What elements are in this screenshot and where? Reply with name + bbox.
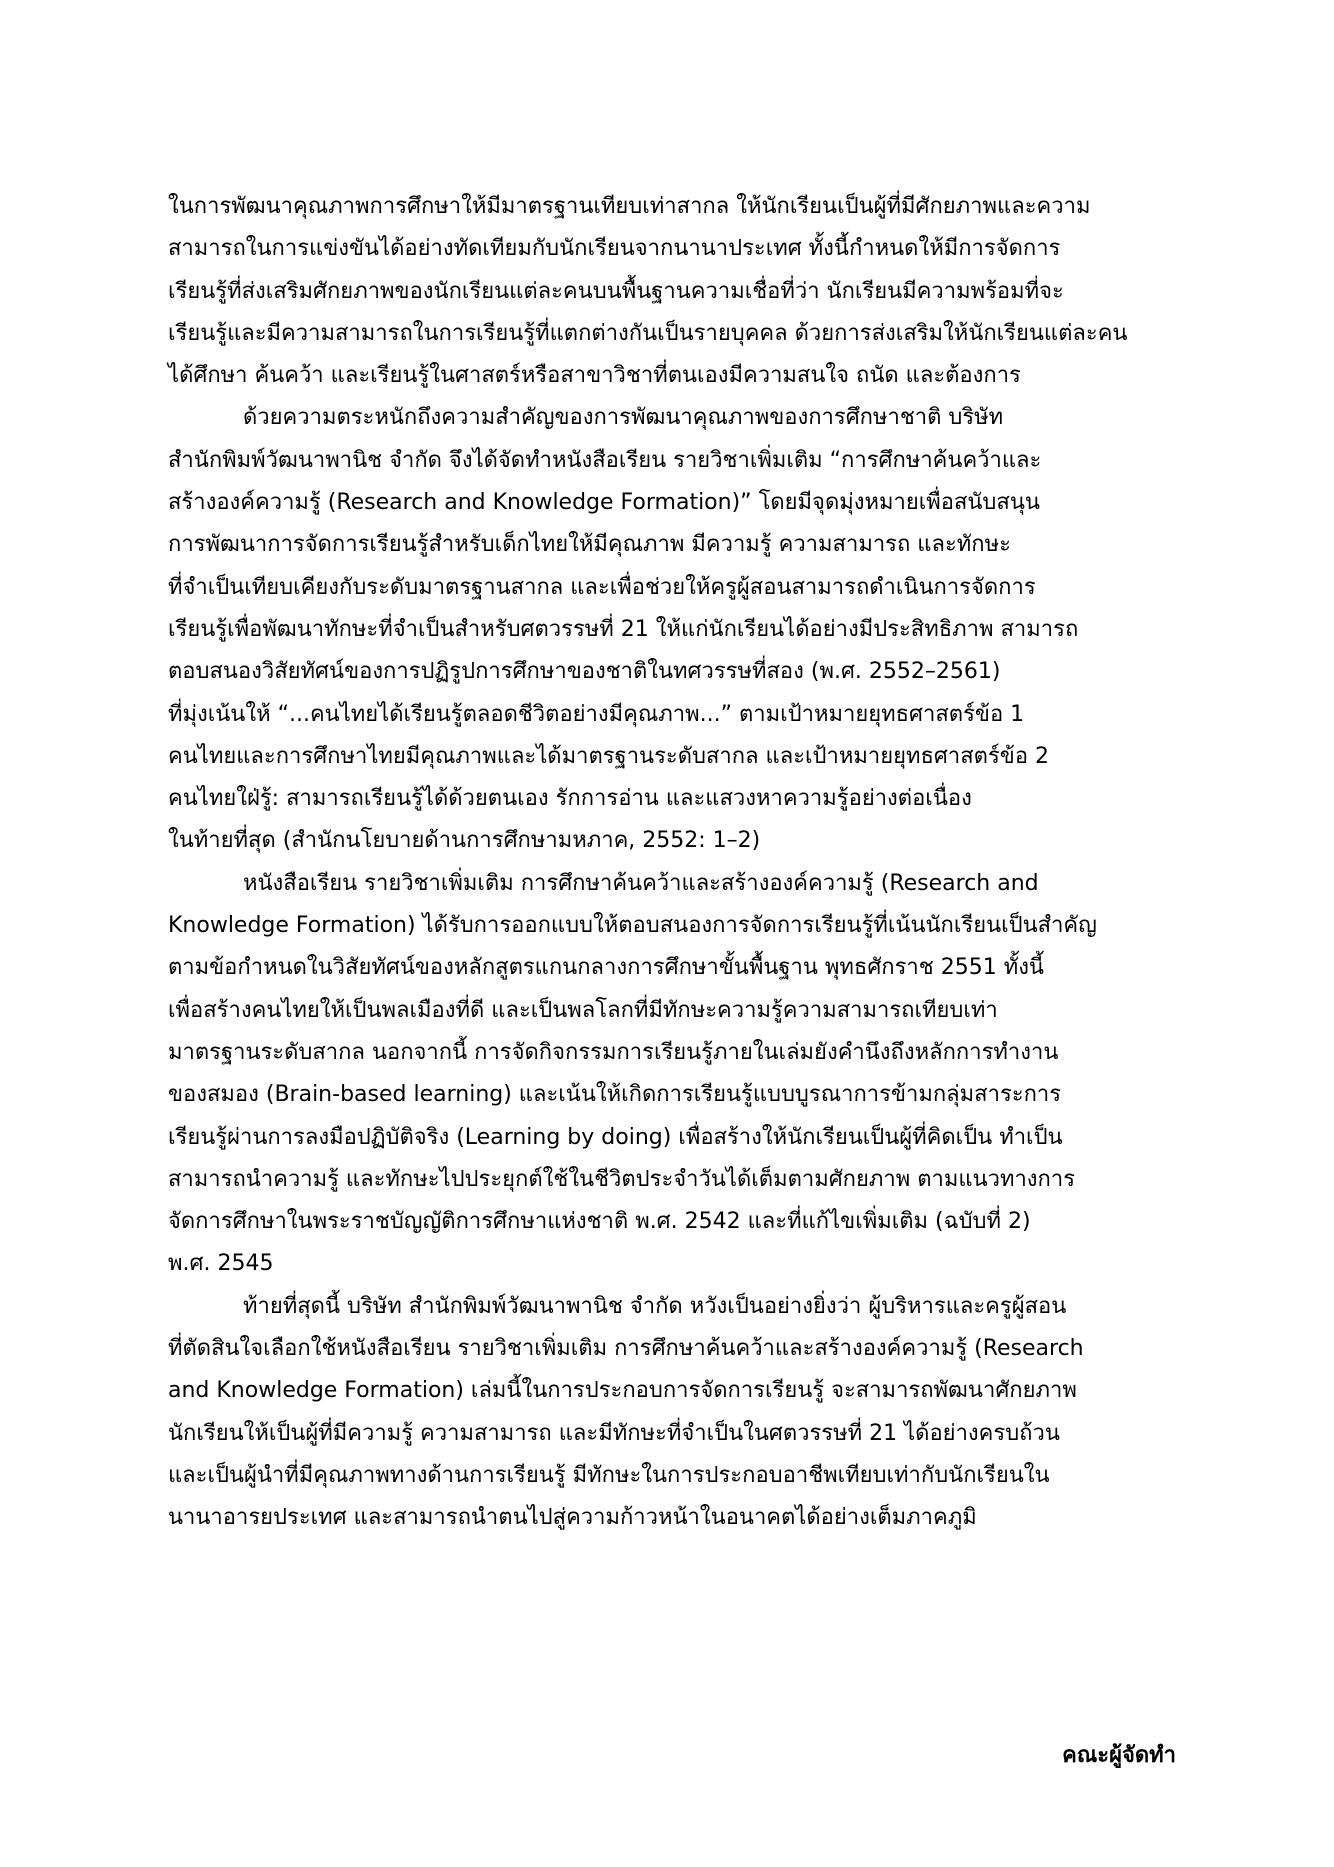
text-line: ในการพัฒนาคุณภาพการศึกษาให้มีมาตรฐานเทียบเท่าสากล ให้นักเรียนเป็นผู้ที่มีศักยภาพและความ — [168, 194, 1091, 219]
text-line: ได้ศึกษา ค้นคว้า และเรียนรู้ในศาสตร์หรือสาขาวิชาที่ตนเองมีความสนใจ ถนัด และต้องการ — [168, 363, 1021, 389]
text-line: พ.ศ. 2545 — [168, 1251, 274, 1277]
signature: คณะผู้จัดทำ — [1062, 1743, 1176, 1768]
text-line: สร้างองค์ความรู้ (Research and Knowledge Formation)” โดยมีจุดมุ่งหมายเพื่อสนับสนุน — [168, 490, 1040, 516]
text-line: สามารถในการแข่งขันได้อย่างทัดเทียมกับนักเรียนจากนานาประเทศ ทั้งนี้กำหนดให้มีการจัดการ — [168, 236, 1061, 262]
text-line: สามารถนำความรู้ และทักษะไปประยุกต์ใช้ในชีวิตประจำวันได้เต็มตามศักยภาพ ตามแนวทางการ — [168, 1166, 1076, 1192]
text-line: คนไทยและการศึกษาไทยมีคุณภาพและได้มาตรฐานระดับสากล และเป้าหมายยุทธศาสตร์ข้อ 2 — [168, 743, 1050, 769]
text-line: เรียนรู้เพื่อพัฒนาทักษะที่จำเป็นสำหรับศตวรรษที่ 21 ให้แก่นักเรียนได้อย่างมีประสิทธิภาพ สามารถ — [168, 616, 1079, 642]
text-line: เรียนรู้ผ่านการลงมือปฏิบัติจริง (Learning by doing) เพื่อสร้างให้นักเรียนเป็นผู้ที่คิดเป็น ทำเป็น — [168, 1124, 1063, 1150]
text-line: ที่ตัดสินใจเลือกใช้หนังสือเรียน รายวิชาเพิ่มเติม การศึกษาค้นคว้าและสร้างองค์ความรู้ (Research — [168, 1336, 1084, 1362]
text-line: ตามข้อกำหนดในวิสัยทัศน์ของหลักสูตรแกนกลางการศึกษาขั้นพื้นฐาน พุทธศักราช 2551 ทั้งนี้ — [168, 955, 1044, 981]
text-line: ตอบสนองวิสัยทัศน์ของการปฏิรูปการศึกษาของชาติในทศวรรษที่สอง (พ.ศ. 2552–2561) — [168, 659, 1001, 685]
text-line: นานาอารยประเทศ และสามารถนำตนไปสู่ความก้าวหน้าในอนาคตได้อย่างเต็มภาคภูมิ — [168, 1505, 977, 1531]
paragraph-first-line: ด้วยความตระหนักถึงความสำคัญของการพัฒนาคุณภาพของการศึกษาชาติ บริษัท — [243, 405, 1004, 431]
paragraph-first-line: หนังสือเรียน รายวิชาเพิ่มเติม การศึกษาค้นคว้าและสร้างองค์ความรู้ (Research and — [243, 870, 1039, 896]
text-line: จัดการศึกษาในพระราชบัญญัติการศึกษาแห่งชาติ พ.ศ. 2542 และที่แก้ไขเพิ่มเติม (ฉบับที่ 2) — [168, 1209, 1031, 1235]
text-line: ที่มุ่งเน้นให้ “...คนไทยได้เรียนรู้ตลอดชีวิตอย่างมีคุณภาพ...” ตามเป้าหมายยุทธศาสตร์ข้อ 1 — [168, 701, 1025, 727]
text-line: Knowledge Formation) ได้รับการออกแบบให้ตอบสนองการจัดการเรียนรู้ที่เน้นนักเรียนเป็นสำคัญ — [168, 913, 1097, 939]
text-line: and Knowledge Formation) เล่มนี้ในการประกอบการจัดการเรียนรู้ จะสามารถพัฒนาศักยภาพ — [168, 1378, 1077, 1404]
text-line: การพัฒนาการจัดการเรียนรู้สำหรับเด็กไทยให้มีคุณภาพ มีความรู้ ความสามารถ และทักษะ — [168, 532, 1011, 558]
text-line: เรียนรู้ที่ส่งเสริมศักยภาพของนักเรียนแต่ละคนบนพื้นฐานความเชื่อที่ว่า นักเรียนมีความพร้อมที่จะ — [168, 278, 1064, 304]
preface-body — [168, 186, 1176, 1540]
text-line: เพื่อสร้างคนไทยให้เป็นพลเมืองที่ดี และเป็นพลโลกที่มีทักษะความรู้ความสามารถเทียบเท่า — [168, 997, 998, 1023]
text-line: ในท้ายที่สุด (สำนักนโยบายด้านการศึกษามหภาค, 2552: 1–2) — [168, 828, 761, 854]
text-line: มาตรฐานระดับสากล นอกจากนี้ การจัดกิจกรรมการเรียนรู้ภายในเล่มยังคำนึงถึงหลักการทำงาน — [168, 1039, 1059, 1065]
text-line: ของสมอง (Brain-based learning) และเน้นให้เกิดการเรียนรู้แบบบูรณาการข้ามกลุ่มสาระการ — [168, 1082, 1062, 1108]
text-line: ที่จำเป็นเทียบเคียงกับระดับมาตรฐานสากล และเพื่อช่วยให้ครูผู้สอนสามารถดำเนินการจัดการ — [168, 574, 1036, 600]
text-line: และเป็นผู้นำที่มีคุณภาพทางด้านการเรียนรู้ มีทักษะในการประกอบอาชีพเทียบเท่ากับนักเรียนใน — [168, 1462, 1050, 1488]
text-line: สำนักพิมพ์วัฒนาพานิช จำกัด จึงได้จัดทำหนังสือเรียน รายวิชาเพิ่มเติม “การศึกษาค้นคว้าและ — [168, 447, 1042, 473]
paragraph-first-line: ท้ายที่สุดนี้ บริษัท สำนักพิมพ์วัฒนาพานิช จำกัด หวังเป็นอย่างยิ่งว่า ผู้บริหารและครูผู้สอน — [243, 1293, 1067, 1319]
text-line: คนไทยใฝ่รู้: สามารถเรียนรู้ได้ด้วยตนเอง รักการอ่าน และแสวงหาความรู้อย่างต่อเนื่อง — [168, 786, 972, 812]
text-line: เรียนรู้และมีความสามารถในการเรียนรู้ที่แตกต่างกันเป็นรายบุคคล ด้วยการส่งเสริมให้นักเรียนแต่ละคน — [168, 320, 1128, 346]
text-line: นักเรียนให้เป็นผู้ที่มีความรู้ ความสามารถ และมีทักษะที่จำเป็นในศตวรรษที่ 21 ได้อย่างครบถ้วน — [168, 1420, 1060, 1446]
